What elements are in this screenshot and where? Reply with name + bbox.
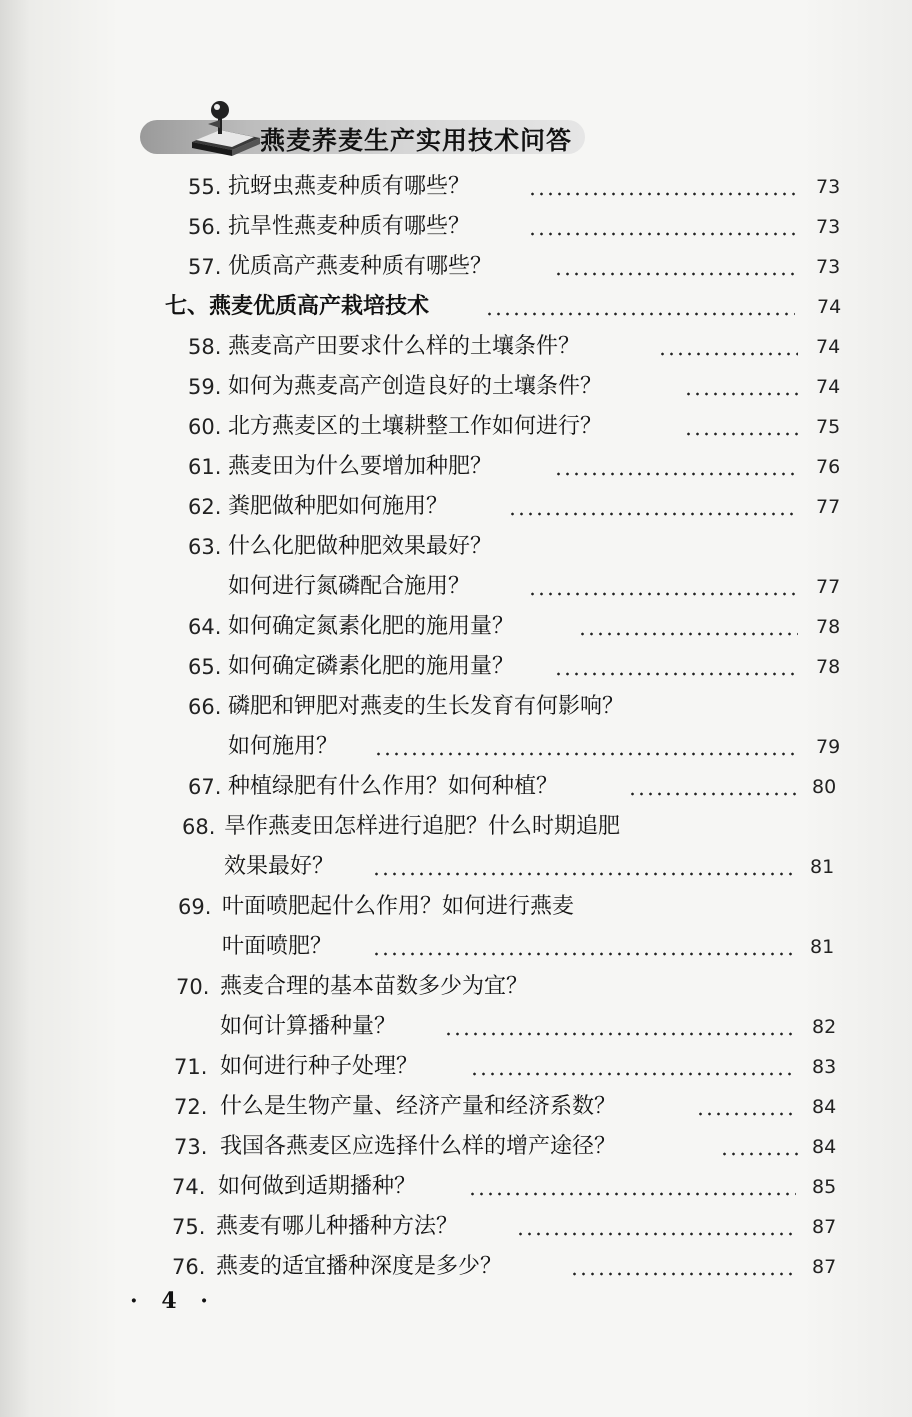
- leader-dots: [554, 472, 798, 476]
- entry-title-cont: 如何计算播种量？: [220, 1014, 397, 1039]
- leader-dots: [485, 312, 795, 316]
- entry-number: 75.: [172, 1215, 206, 1239]
- entry-number: 71.: [174, 1055, 208, 1079]
- page-number: · 4 ·: [130, 1288, 216, 1314]
- leader-dots: [570, 1272, 796, 1276]
- entry-number: 68.: [182, 815, 216, 839]
- toc-entry-73: [174, 1130, 837, 1164]
- entry-number: 74.: [172, 1175, 206, 1199]
- leader-dots: [578, 632, 798, 636]
- entry-title: 燕麦合理的基本苗数多少为宜？: [220, 974, 529, 999]
- leader-dots: [554, 672, 798, 676]
- section-page: 74: [817, 296, 842, 318]
- toc-entry-76: [172, 1250, 837, 1284]
- entry-page: 77: [816, 576, 841, 598]
- leader-dots: [516, 1232, 796, 1236]
- entry-number: 57.: [188, 255, 222, 279]
- leader-dots: [658, 352, 798, 356]
- entry-number: 73.: [174, 1135, 208, 1159]
- entry-number: 59.: [188, 375, 222, 399]
- toc-entry-59: [188, 370, 848, 404]
- leader-dots: [468, 1192, 796, 1196]
- toc-entry-70-cont: [176, 1010, 836, 1044]
- toc-entry-74: [172, 1170, 837, 1204]
- entry-page: 84: [812, 1136, 837, 1158]
- toc-entry-64: [188, 610, 848, 644]
- toc-entry-55: [188, 170, 848, 204]
- entry-title: 燕麦高产田要求什么样的土壤条件？: [228, 334, 581, 359]
- entry-number: 55.: [188, 175, 222, 199]
- leader-dots: [696, 1112, 798, 1116]
- entry-title: 北方燕麦区的土壤耕整工作如何进行？: [228, 414, 603, 439]
- toc-entry-58: [188, 330, 848, 364]
- entry-page: 73: [816, 256, 841, 278]
- entry-page: 81: [810, 856, 835, 878]
- toc-entry-70: [176, 970, 836, 1004]
- toc-entry-56: [188, 210, 848, 244]
- entry-title: 燕麦有哪儿种播种方法？: [216, 1214, 459, 1239]
- entry-page: 77: [816, 496, 841, 518]
- entry-title: 如何为燕麦高产创造良好的土壤条件？: [228, 374, 603, 399]
- entry-title: 如何确定磷素化肥的施用量？: [228, 654, 515, 679]
- leader-dots: [508, 512, 798, 516]
- toc-entry-66: [188, 690, 848, 724]
- entry-title: 什么是生物产量、经济产量和经济系数？: [220, 1094, 617, 1119]
- entry-title: 旱作燕麦田怎样进行追肥？什么时期追肥: [224, 814, 621, 839]
- entry-title: 叶面喷肥起什么作用？如何进行燕麦: [222, 894, 575, 919]
- entry-number: 58.: [188, 335, 222, 359]
- leader-dots: [528, 232, 798, 236]
- leader-dots: [720, 1152, 798, 1156]
- entry-number: 76.: [172, 1255, 206, 1279]
- entry-title: 燕麦的适宜播种深度是多少？: [216, 1254, 503, 1279]
- entry-title: 磷肥和钾肥对燕麦的生长发育有何影响？: [228, 694, 625, 719]
- entry-number: 70.: [176, 975, 210, 999]
- toc-entry-62: [188, 490, 848, 524]
- toc-entry-63: [188, 530, 848, 564]
- leader-dots: [554, 272, 798, 276]
- toc-entry-61: [188, 450, 848, 484]
- entry-title: 优质高产燕麦种质有哪些？: [228, 254, 493, 279]
- entry-number: 62.: [188, 495, 222, 519]
- entry-page: 83: [812, 1056, 837, 1078]
- toc-entry-75: [172, 1210, 837, 1244]
- leader-dots: [528, 592, 798, 596]
- entry-title: 抗蚜虫燕麦种质有哪些？: [228, 174, 471, 199]
- entry-title: 如何进行种子处理？: [220, 1054, 419, 1079]
- toc-entry-63-cont: [188, 570, 848, 604]
- entry-title-cont: 效果最好？: [224, 854, 335, 879]
- entry-title: 种植绿肥有什么作用？如何种植？: [228, 774, 559, 799]
- entry-title: 什么化肥做种肥效果最好？: [228, 534, 493, 559]
- toc-entry-57: [188, 250, 848, 284]
- entry-page: 79: [816, 736, 841, 758]
- entry-page: 74: [816, 336, 841, 358]
- entry-title: 抗旱性燕麦种质有哪些？: [228, 214, 471, 239]
- leader-dots: [374, 752, 798, 756]
- entry-number: 66.: [188, 695, 222, 719]
- entry-number: 60.: [188, 415, 222, 439]
- leader-dots: [372, 872, 794, 876]
- entry-number: 69.: [178, 895, 212, 919]
- entry-title-cont: 如何施用？: [228, 734, 339, 759]
- entry-page: 73: [816, 216, 841, 238]
- toc-entry-69-cont: [178, 930, 838, 964]
- entry-page: 76: [816, 456, 841, 478]
- entry-title-cont: 叶面喷肥？: [222, 934, 333, 959]
- leader-dots: [684, 392, 798, 396]
- entry-page: 75: [816, 416, 841, 438]
- entry-number: 63.: [188, 535, 222, 559]
- entry-number: 56.: [188, 215, 222, 239]
- entry-page: 85: [812, 1176, 837, 1198]
- leader-dots: [444, 1032, 796, 1036]
- entry-number: 72.: [174, 1095, 208, 1119]
- toc-entry-68: [182, 810, 842, 844]
- toc-entry-60: [188, 410, 848, 444]
- toc-entry-72: [174, 1090, 837, 1124]
- toc-entry-66-cont: [188, 730, 848, 764]
- entry-page: 73: [816, 176, 841, 198]
- entry-title: 我国各燕麦区应选择什么样的增产途径？: [220, 1134, 617, 1159]
- toc-entry-71: [174, 1050, 837, 1084]
- entry-title-cont: 如何进行氮磷配合施用？: [228, 574, 471, 599]
- entry-page: 84: [812, 1096, 837, 1118]
- entry-page: 82: [812, 1016, 837, 1038]
- entry-number: 64.: [188, 615, 222, 639]
- toc-entry-69: [178, 890, 838, 924]
- leader-dots: [528, 192, 798, 196]
- entry-title: 燕麦田为什么要增加种肥？: [228, 454, 493, 479]
- section-title: 七、燕麦优质高产栽培技术: [165, 294, 430, 319]
- toc-entry-67: [188, 770, 848, 804]
- entry-page: 74: [816, 376, 841, 398]
- entry-page: 87: [812, 1216, 837, 1238]
- leader-dots: [684, 432, 798, 436]
- leader-dots: [470, 1072, 796, 1076]
- entry-page: 87: [812, 1256, 837, 1278]
- entry-number: 61.: [188, 455, 222, 479]
- entry-title: 粪肥做种肥如何施用？: [228, 494, 449, 519]
- toc-entry-68-cont: [182, 850, 842, 884]
- entry-number: 65.: [188, 655, 222, 679]
- leader-dots: [372, 952, 794, 956]
- header-title: 燕麦荞麦生产实用技术问答: [260, 126, 573, 155]
- toc-entry-65: [188, 650, 848, 684]
- entry-number: 67.: [188, 775, 222, 799]
- leader-dots: [628, 792, 796, 796]
- entry-page: 81: [810, 936, 835, 958]
- entry-page: 78: [816, 656, 841, 678]
- entry-title: 如何做到适期播种？: [218, 1174, 417, 1199]
- entry-title: 如何确定氮素化肥的施用量？: [228, 614, 515, 639]
- entry-page: 80: [812, 776, 837, 798]
- entry-page: 78: [816, 616, 841, 638]
- section-heading: [165, 290, 845, 324]
